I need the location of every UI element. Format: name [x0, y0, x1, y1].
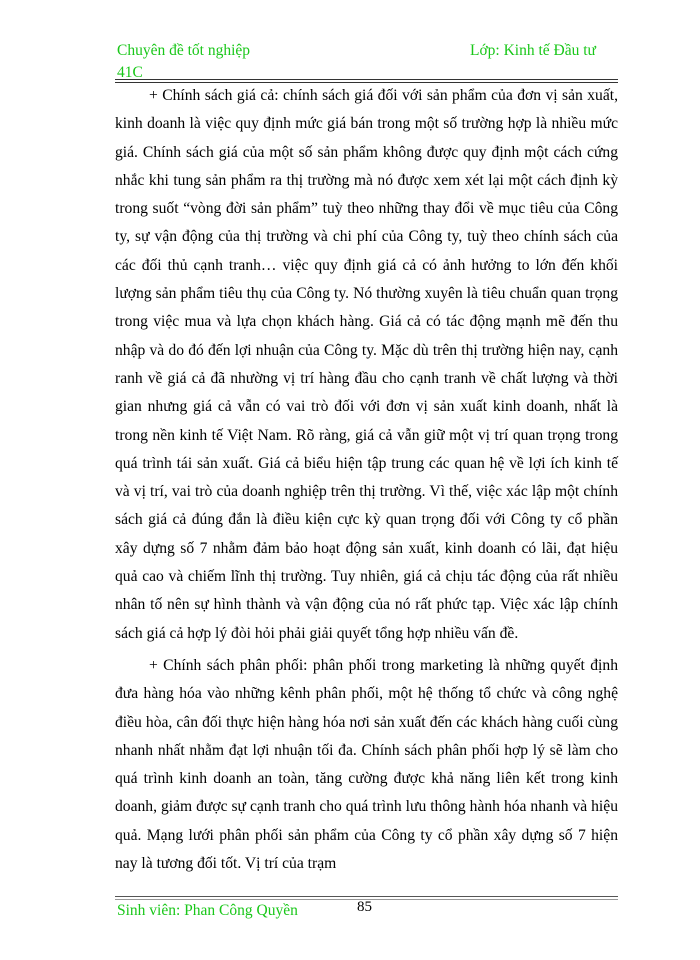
header-title-line: Chuyên đề tốt nghiệp — [117, 42, 251, 59]
footer-student-name: Sinh viên: Phan Công Quyền — [117, 902, 298, 919]
header-course-title — [117, 40, 250, 84]
header-class-name: Lớp: Kinh tế Đầu tư — [470, 42, 596, 59]
paragraph-distribution-policy: + Chính sách phân phối: phân phối trong marketing là những quyết định đưa hàng hóa vào những kênh phân phối, một hệ thống tổ chức và công nghệ điều hòa, cân đối thực hiện hàng hóa nơi sản xuất đến các khách hàng cuối cùng nhanh nhất nhằm đạt lợi nhuận tối đa. Chính sách phân phối hợp lý sẽ làm cho quá trình kinh doanh an toàn, tăng cường được khả năng liên kết trong kinh doanh, giảm được sự cạnh tranh cho quá trình lưu thông hành hóa nhanh và hiệu quả. Mạng lưới phân phối sản phẩm của Công ty cổ phần xây dựng số 7 hiện nay là tương đối tốt. Vị trí của trạm — [115, 656, 618, 873]
document-body — [115, 82, 618, 882]
page-number: 85 — [357, 899, 372, 915]
header-class-code: 41C — [117, 64, 143, 81]
paragraph-pricing-policy: + Chính sách giá cả: chính sách giá đối với sản phẩm của đơn vị sản xuất, kinh doanh là việc quy định mức giá bán trong một số trường hợp là nhiều mức giá. Chính sách giá của một số sản phẩm không được quy định một cách cứng nhắc khi tung sản phẩm ra thị trường mà nó được xem xét lại một cách định kỳ trong suốt “vòng đời sản phẩm” tuỳ theo những thay đổi về mục tiêu của Công ty, sự vận động của thị trường và chi phí của Công ty, tuỳ theo chính sách của các đối thủ cạnh tranh… việc quy định giá cả có ảnh hưởng to lớn đến khối lượng sản phẩm tiêu thụ của Công ty. Nó thường xuyên là tiêu chuẩn quan trọng trong việc mua và lựa chọn khách hàng. Giá cả có tác động mạnh mẽ đến thu nhập và do đó đến lợi nhuận của Công ty. Mặc dù trên thị trường hiện nay, cạnh ranh về giá cả đã nhường vị trí hàng đầu cho cạnh tranh về chất lượng và thời gian nhưng giá cả vẫn có vai trò đối với đơn vị sản xuất kinh doanh, nhất là trong nền kinh tế Việt Nam. Rõ ràng, giá cả vẫn giữ một vị trí quan trọng trong quá trình tái sản xuất. Giá cả biểu hiện tập trung các quan hệ về lợi ích kinh tế và vị trí, vai trò của doanh nghiệp trên thị trường. Vì thế, việc xác lập một chính sách giá cả đúng đắn là điều kiện cực kỳ quan trọng đối với Công ty cổ phần xây dựng số 7 nhằm đảm bảo hoạt động sản xuất, kinh doanh có lãi, đạt hiệu quả cao và chiếm lĩnh thị trường. Tuy nhiên, giá cả chịu tác động của rất nhiều nhân tố nên sự hình thành và vận động của nó rất phức tạp. Việc xác lập chính sách giá cả hợp lý đòi hỏi phải giải quyết tổng hợp nhiều vấn đề. — [115, 87, 618, 642]
